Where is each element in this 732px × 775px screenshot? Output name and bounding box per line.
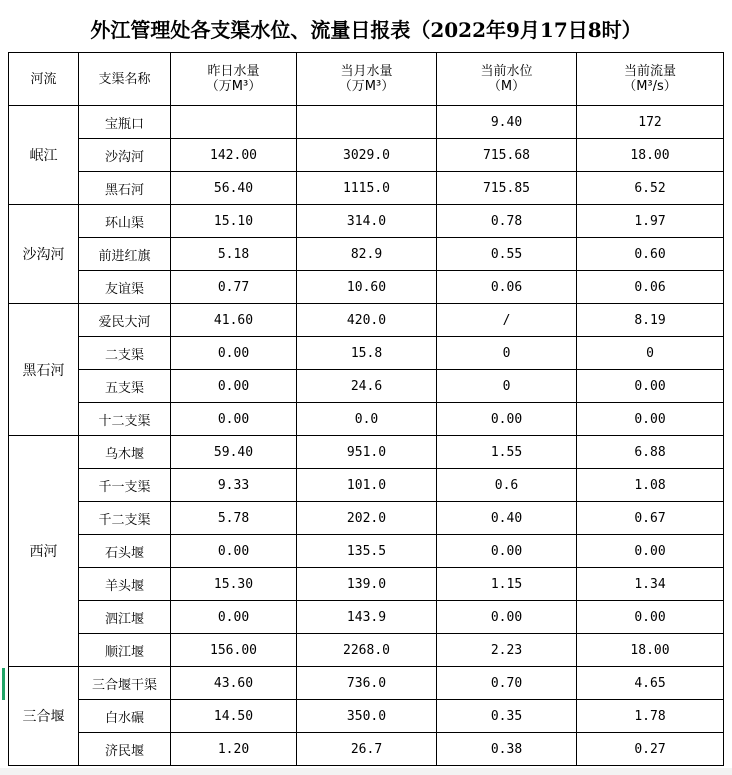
yesterday-cell[interactable]: 0.00	[171, 337, 297, 370]
yesterday-cell[interactable]: 0.00	[171, 601, 297, 634]
table-row	[9, 403, 724, 436]
header-river[interactable]: 河流	[9, 53, 79, 106]
table-row	[9, 568, 724, 601]
level-cell[interactable]: 0.38	[437, 733, 577, 766]
branch-name-cell[interactable]: 白水碾	[79, 700, 171, 733]
branch-name-cell[interactable]: 乌木堰	[79, 436, 171, 469]
level-cell[interactable]: 0	[437, 337, 577, 370]
yesterday-cell[interactable]: 142.00	[171, 139, 297, 172]
flow-cell[interactable]: 0.00	[577, 403, 724, 436]
flow-cell[interactable]: 1.97	[577, 205, 724, 238]
branch-name-cell[interactable]: 顺江堰	[79, 634, 171, 667]
header-month-line2: （万M³）	[338, 79, 395, 94]
yesterday-cell[interactable]: 0.00	[171, 370, 297, 403]
flow-cell[interactable]: 0.67	[577, 502, 724, 535]
branch-name-cell[interactable]: 十二支渠	[79, 403, 171, 436]
flow-cell[interactable]: 0.60	[577, 238, 724, 271]
branch-name-cell[interactable]: 济民堰	[79, 733, 171, 766]
flow-cell[interactable]: 8.19	[577, 304, 724, 337]
table-row	[9, 535, 724, 568]
month-cell[interactable]: 350.0	[297, 700, 437, 733]
table-row	[9, 733, 724, 766]
month-cell[interactable]: 143.9	[297, 601, 437, 634]
table-row	[9, 337, 724, 370]
yesterday-cell[interactable]: 5.78	[171, 502, 297, 535]
month-cell[interactable]: 3029.0	[297, 139, 437, 172]
level-cell[interactable]: 0.70	[437, 667, 577, 700]
branch-name-cell[interactable]: 泗江堰	[79, 601, 171, 634]
header-yesterday[interactable]	[171, 53, 297, 106]
level-cell[interactable]: 715.85	[437, 172, 577, 205]
yesterday-cell[interactable]: 9.33	[171, 469, 297, 502]
table-row	[9, 502, 724, 535]
header-flow-line2: （M³/s）	[623, 79, 677, 94]
river-cell[interactable]: 沙沟河	[9, 205, 79, 304]
header-level-line1: 当前水位	[480, 64, 533, 79]
flow-cell[interactable]: 6.88	[577, 436, 724, 469]
table-row	[9, 667, 724, 700]
month-cell[interactable]: 2268.0	[297, 634, 437, 667]
branch-name-cell[interactable]: 黑石河	[79, 172, 171, 205]
month-cell[interactable]: 26.7	[297, 733, 437, 766]
month-cell[interactable]: 1115.0	[297, 172, 437, 205]
header-branch[interactable]: 支渠名称	[79, 53, 171, 106]
table-row	[9, 469, 724, 502]
flow-cell[interactable]: 1.08	[577, 469, 724, 502]
month-cell[interactable]: 314.0	[297, 205, 437, 238]
level-cell[interactable]: 1.55	[437, 436, 577, 469]
flow-cell[interactable]: 18.00	[577, 634, 724, 667]
branch-name-cell[interactable]: 石头堰	[79, 535, 171, 568]
table-row	[9, 304, 724, 337]
table-row	[9, 436, 724, 469]
table-row	[9, 238, 724, 271]
month-cell[interactable]: 202.0	[297, 502, 437, 535]
month-cell[interactable]: 0.0	[297, 403, 437, 436]
yesterday-cell[interactable]: 56.40	[171, 172, 297, 205]
month-cell[interactable]: 135.5	[297, 535, 437, 568]
flow-cell[interactable]: 6.52	[577, 172, 724, 205]
river-cell[interactable]: 黑石河	[9, 304, 79, 436]
table-row	[9, 271, 724, 304]
header-month-line1: 当月水量	[340, 64, 393, 79]
flow-cell[interactable]: 0.27	[577, 733, 724, 766]
table-row	[9, 139, 724, 172]
branch-name-cell[interactable]: 爱民大河	[79, 304, 171, 337]
month-cell[interactable]: 82.9	[297, 238, 437, 271]
header-month[interactable]	[297, 53, 437, 106]
table-row	[9, 601, 724, 634]
level-cell[interactable]: 0.00	[437, 535, 577, 568]
table-row	[9, 634, 724, 667]
month-cell[interactable]: 101.0	[297, 469, 437, 502]
header-flow[interactable]	[577, 53, 724, 106]
yesterday-cell[interactable]: 5.18	[171, 238, 297, 271]
yesterday-cell[interactable]: 14.50	[171, 700, 297, 733]
level-cell[interactable]: 0.00	[437, 403, 577, 436]
month-cell[interactable]: 15.8	[297, 337, 437, 370]
level-cell[interactable]: /	[437, 304, 577, 337]
month-cell[interactable]: 139.0	[297, 568, 437, 601]
flow-cell[interactable]: 1.78	[577, 700, 724, 733]
branch-name-cell[interactable]: 前进红旗	[79, 238, 171, 271]
yesterday-cell[interactable]: 0.77	[171, 271, 297, 304]
river-cell[interactable]: 三合堰	[9, 667, 79, 766]
level-cell[interactable]: 0.55	[437, 238, 577, 271]
table-body	[9, 106, 724, 766]
report-title: 外江管理处各支渠水位、流量日报表（2022年9月17日8时）	[90, 18, 642, 42]
yesterday-cell[interactable]: 0.00	[171, 403, 297, 436]
level-cell[interactable]: 0.06	[437, 271, 577, 304]
river-cell[interactable]: 西河	[9, 436, 79, 667]
flow-cell[interactable]: 0.00	[577, 535, 724, 568]
branch-name-cell[interactable]: 友谊渠	[79, 271, 171, 304]
month-cell[interactable]: 736.0	[297, 667, 437, 700]
branch-name-cell[interactable]: 环山渠	[79, 205, 171, 238]
yesterday-cell[interactable]: 15.10	[171, 205, 297, 238]
branch-name-cell[interactable]: 沙沟河	[79, 139, 171, 172]
yesterday-cell[interactable]: 43.60	[171, 667, 297, 700]
level-cell[interactable]: 2.23	[437, 634, 577, 667]
month-cell[interactable]: 951.0	[297, 436, 437, 469]
yesterday-cell[interactable]: 59.40	[171, 436, 297, 469]
level-cell[interactable]: 0	[437, 370, 577, 403]
level-cell[interactable]: 1.15	[437, 568, 577, 601]
table-row	[9, 700, 724, 733]
flow-cell[interactable]: 0.06	[577, 271, 724, 304]
flow-cell[interactable]: 0	[577, 337, 724, 370]
month-cell[interactable]	[297, 106, 437, 139]
header-row	[9, 53, 724, 106]
level-cell[interactable]: 0.00	[437, 601, 577, 634]
flow-cell[interactable]: 18.00	[577, 139, 724, 172]
yesterday-cell[interactable]: 156.00	[171, 634, 297, 667]
sheet-bottom-edge	[0, 768, 732, 775]
branch-name-cell[interactable]: 三合堰干渠	[79, 667, 171, 700]
level-cell[interactable]: 0.6	[437, 469, 577, 502]
branch-name-cell[interactable]: 羊头堰	[79, 568, 171, 601]
yesterday-cell[interactable]	[171, 106, 297, 139]
branch-name-cell[interactable]: 五支渠	[79, 370, 171, 403]
header-level[interactable]	[437, 53, 577, 106]
header-yesterday-line2: （万M³）	[205, 79, 262, 94]
header-flow-line1: 当前流量	[623, 64, 676, 79]
month-cell[interactable]: 10.60	[297, 271, 437, 304]
flow-cell[interactable]: 172	[577, 106, 724, 139]
branch-name-cell[interactable]: 千一支渠	[79, 469, 171, 502]
level-cell[interactable]: 0.78	[437, 205, 577, 238]
yesterday-cell[interactable]: 0.00	[171, 535, 297, 568]
level-cell[interactable]: 0.40	[437, 502, 577, 535]
header-level-line2: （M）	[487, 79, 526, 94]
branch-name-cell[interactable]: 宝瓶口	[79, 106, 171, 139]
yesterday-cell[interactable]: 15.30	[171, 568, 297, 601]
flow-cell[interactable]: 4.65	[577, 667, 724, 700]
flow-cell[interactable]: 0.00	[577, 601, 724, 634]
flow-cell[interactable]: 1.34	[577, 568, 724, 601]
table-row	[9, 205, 724, 238]
header-yesterday-line1: 昨日水量	[207, 64, 260, 79]
river-cell[interactable]: 岷江	[9, 106, 79, 205]
row-selection-indicator	[2, 668, 5, 700]
report-table	[8, 52, 724, 766]
month-cell[interactable]: 420.0	[297, 304, 437, 337]
table-row	[9, 172, 724, 205]
level-cell[interactable]: 0.35	[437, 700, 577, 733]
month-cell[interactable]: 24.6	[297, 370, 437, 403]
table-row	[9, 106, 724, 139]
yesterday-cell[interactable]: 1.20	[171, 733, 297, 766]
level-cell[interactable]: 715.68	[437, 139, 577, 172]
level-cell[interactable]: 9.40	[437, 106, 577, 139]
yesterday-cell[interactable]: 41.60	[171, 304, 297, 337]
branch-name-cell[interactable]: 二支渠	[79, 337, 171, 370]
flow-cell[interactable]: 0.00	[577, 370, 724, 403]
table-row	[9, 370, 724, 403]
branch-name-cell[interactable]: 千二支渠	[79, 502, 171, 535]
